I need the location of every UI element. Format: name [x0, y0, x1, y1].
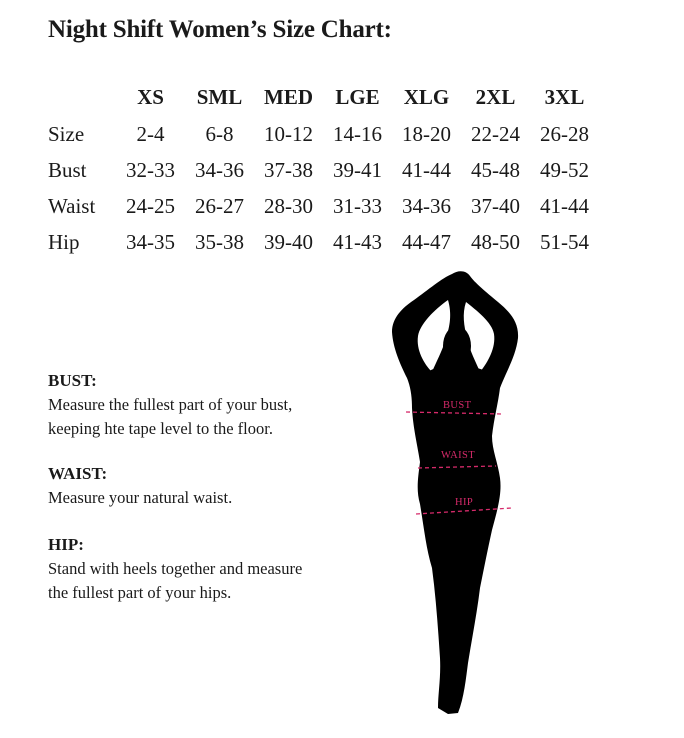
table-cell: 34-36	[402, 193, 451, 218]
bust-heading: BUST:	[48, 371, 97, 390]
bust-text-line: keeping hte tape level to the floor.	[48, 419, 273, 438]
column-header: XLG	[403, 84, 450, 109]
row-label: Bust	[48, 157, 87, 182]
hip-figure-label: HIP	[455, 497, 474, 508]
hip-text-line: Stand with heels together and measure	[48, 559, 303, 578]
table-cell: 51-54	[540, 229, 589, 254]
row-label: Size	[48, 121, 85, 146]
table-cell: 24-25	[126, 193, 175, 218]
size-table	[44, 78, 599, 260]
page-title: Night Shift Women’s Size Chart:	[48, 16, 392, 43]
column-header: SML	[196, 84, 243, 109]
table-cell: 35-38	[195, 229, 244, 254]
table-cell: 39-40	[264, 229, 313, 254]
table-cell: 31-33	[333, 193, 382, 218]
column-header: LGE	[335, 84, 380, 109]
table-row	[44, 152, 599, 188]
table-cell: 26-28	[540, 121, 589, 146]
bust-text-line: Measure the fullest part of your bust,	[48, 395, 293, 414]
size-table-header-row	[44, 78, 599, 116]
table-cell: 6-8	[205, 121, 234, 146]
table-cell: 32-33	[126, 157, 175, 182]
table-cell: 34-36	[195, 157, 244, 182]
table-corner-cell	[44, 78, 116, 116]
column-header: 3XL	[544, 84, 585, 109]
hip-heading: HIP:	[48, 535, 84, 554]
table-cell: 2-4	[136, 121, 165, 146]
table-cell: 41-44	[540, 193, 589, 218]
table-row	[44, 116, 599, 152]
row-label: Waist	[48, 193, 96, 218]
row-label: Hip	[48, 229, 80, 254]
column-header: XS	[137, 84, 164, 109]
table-cell: 48-50	[471, 229, 520, 254]
waist-instructions	[48, 462, 232, 510]
table-cell: 39-41	[333, 157, 382, 182]
table-cell: 41-44	[402, 157, 451, 182]
column-header: MED	[264, 84, 313, 109]
table-row	[44, 188, 599, 224]
bust-instructions	[48, 369, 292, 441]
table-cell: 44-47	[402, 229, 451, 254]
table-cell: 37-40	[471, 193, 520, 218]
table-cell: 18-20	[402, 121, 451, 146]
table-row	[44, 224, 599, 260]
waist-figure-label: WAIST	[441, 450, 476, 461]
table-cell: 45-48	[471, 157, 520, 182]
table-cell: 37-38	[264, 157, 313, 182]
table-cell: 14-16	[333, 121, 382, 146]
table-cell: 41-43	[333, 229, 382, 254]
table-cell: 22-24	[471, 121, 520, 146]
table-cell: 10-12	[264, 121, 313, 146]
waist-heading: WAIST:	[48, 464, 108, 483]
body-silhouette-figure	[380, 268, 530, 732]
table-cell: 49-52	[540, 157, 589, 182]
bust-figure-label: BUST	[443, 400, 472, 411]
table-cell: 26-27	[195, 193, 244, 218]
hip-instructions	[48, 533, 302, 605]
waist-text-line: Measure your natural waist.	[48, 488, 233, 507]
hip-text-line: the fullest part of your hips.	[48, 583, 232, 602]
column-header: 2XL	[475, 84, 516, 109]
table-cell: 34-35	[126, 229, 175, 254]
table-cell: 28-30	[264, 193, 313, 218]
